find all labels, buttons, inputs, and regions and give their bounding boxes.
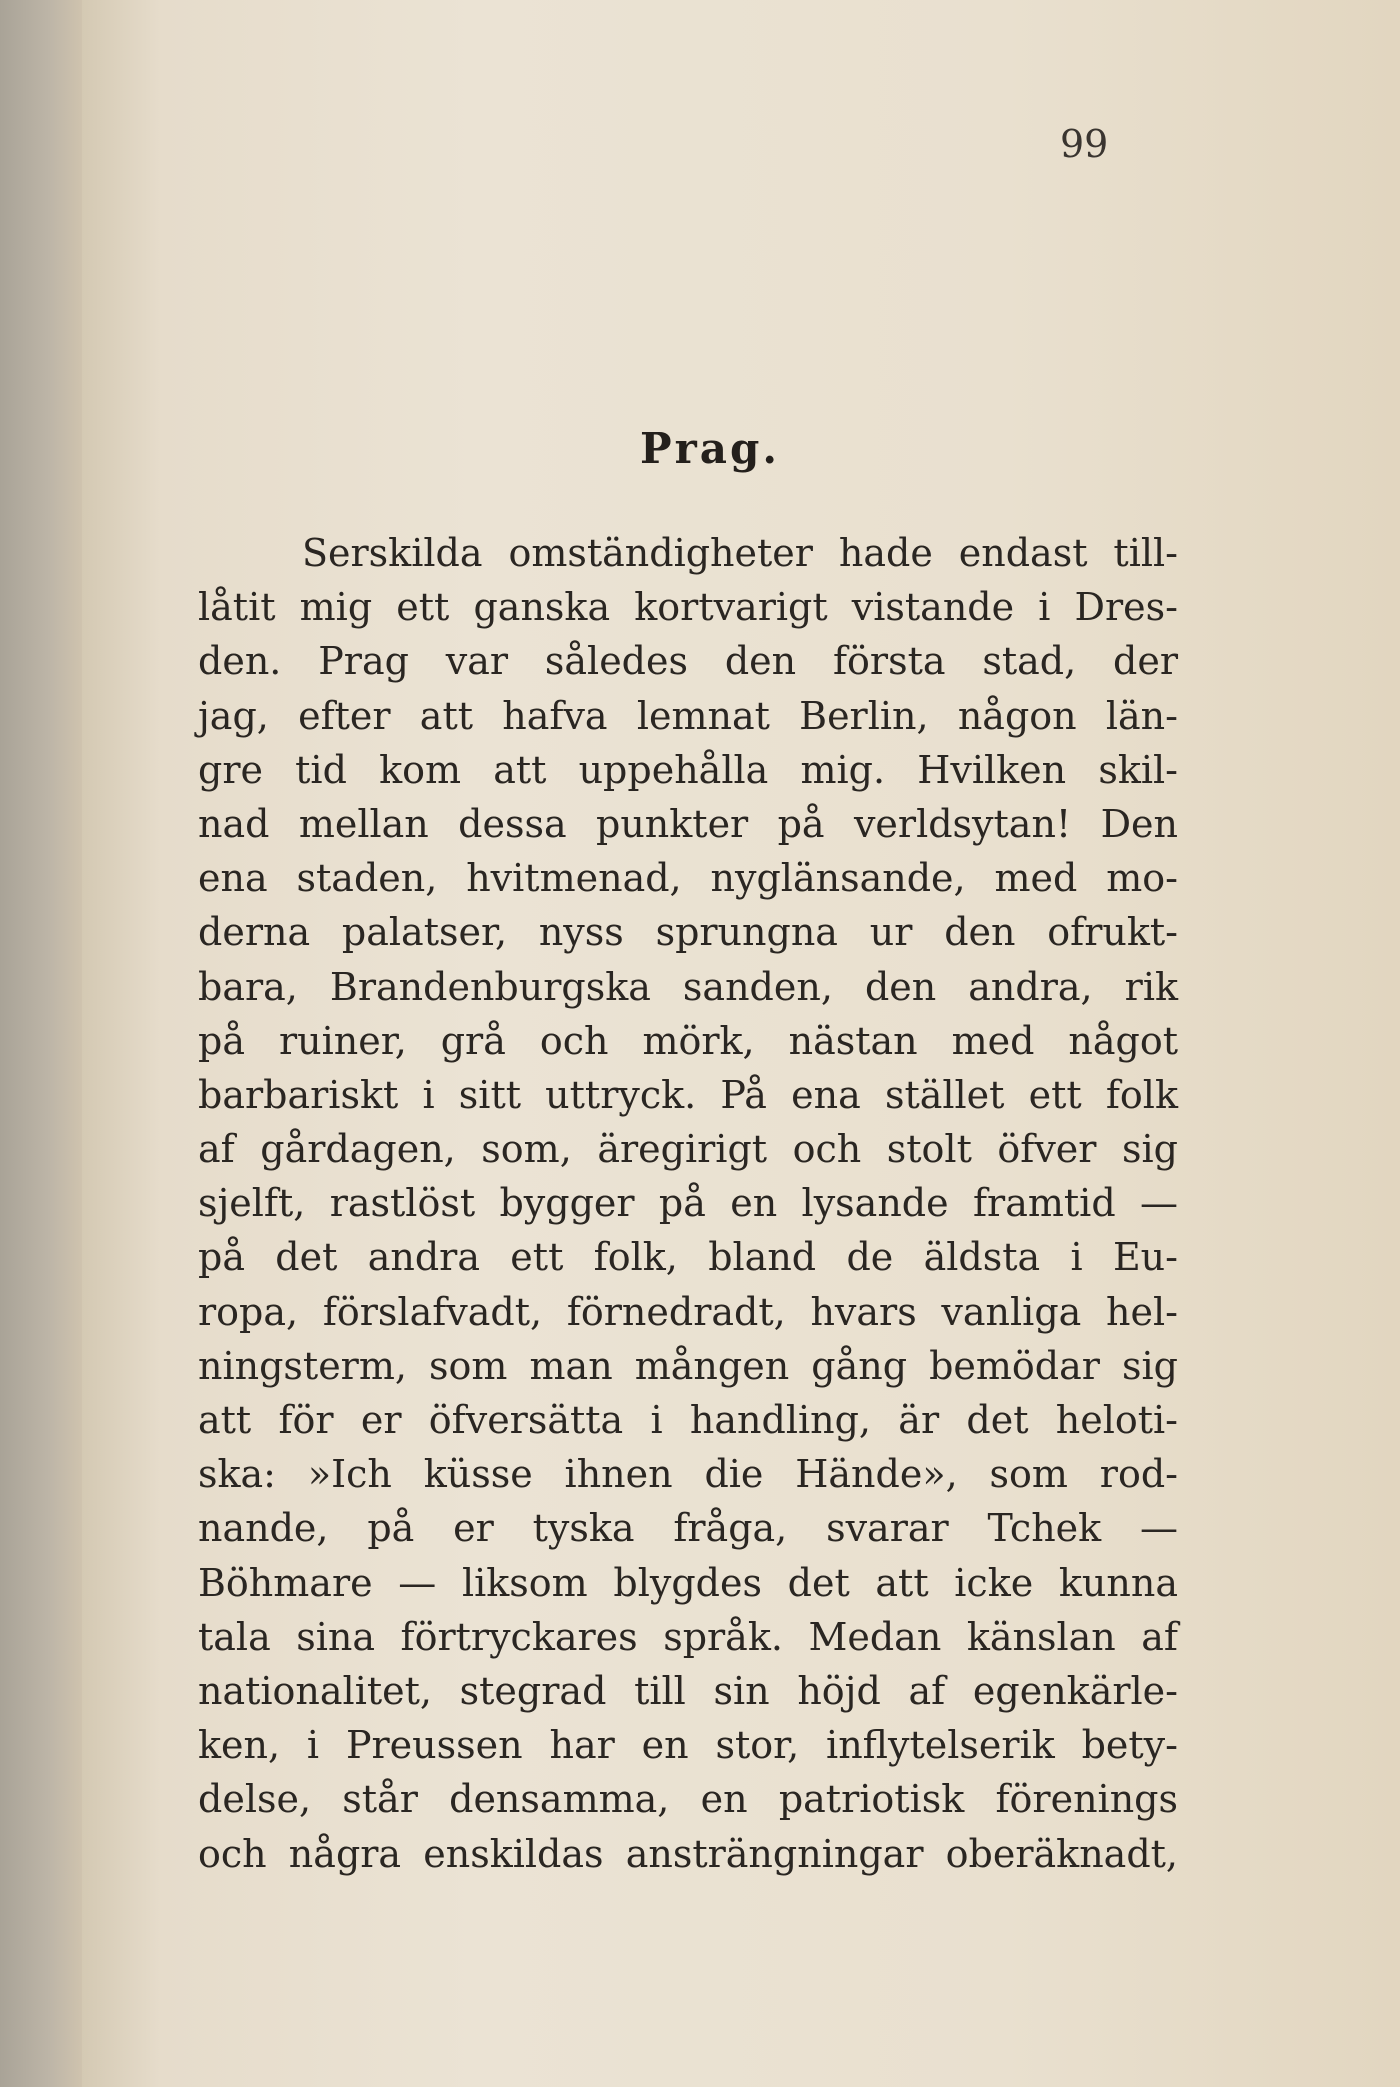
- text-line: ska: »Ich küsse ihnen die Hände», som rod-: [198, 1452, 1178, 1497]
- text-line: på det andra ett folk, bland de äldsta i Eu-: [198, 1235, 1178, 1280]
- book-binding-edge: [0, 0, 82, 2087]
- text-line: ena staden, hvitmenad, nyglänsande, med mo-: [198, 856, 1178, 901]
- text-line: nationalitet, stegrad till sin höjd af egenkärle-: [198, 1668, 1178, 1713]
- text-line: ningsterm, som man mången gång bemödar sig: [198, 1343, 1178, 1388]
- text-line: låtit mig ett ganska kortvarigt vistande i Dres-: [198, 585, 1178, 630]
- page-number: 99: [1060, 122, 1109, 166]
- text-line: bara, Brandenburgska sanden, den andra, rik: [198, 964, 1178, 1009]
- text-line: barbariskt i sitt uttryck. På ena stället ett folk: [198, 1072, 1178, 1117]
- text-line: ropa, förslafvadt, förnedradt, hvars vanliga hel-: [198, 1289, 1178, 1334]
- text-line: sjelft, rastlöst bygger på en lysande framtid —: [198, 1181, 1178, 1226]
- text-line: på ruiner, grå och mörk, nästan med något: [198, 1018, 1178, 1063]
- text-line: tala sina förtryckares språk. Medan känslan af: [198, 1614, 1178, 1659]
- text-line: att för er öfversätta i handling, är det heloti-: [198, 1398, 1178, 1442]
- text-line: derna palatser, nyss sprungna ur den ofrukt-: [198, 910, 1178, 955]
- text-line: ken, i Preussen har en stor, inflytelserik bety-: [198, 1723, 1178, 1768]
- text-line: nande, på er tyska fråga, svarar Tchek —: [198, 1506, 1178, 1551]
- chapter-heading: Prag.: [640, 424, 780, 473]
- text-line: gre tid kom att uppehålla mig. Hvilken skil-: [198, 747, 1178, 792]
- text-line: delse, står densamma, en patriotisk förenings: [198, 1777, 1178, 1822]
- body-text: [198, 526, 1178, 1881]
- text-line: jag, efter att hafva lemnat Berlin, någon län-: [198, 693, 1178, 738]
- text-line: Böhmare — liksom blygdes det att icke kunna: [198, 1560, 1178, 1605]
- text-line: af gårdagen, som, äregirigt och stolt öfver sig: [198, 1127, 1178, 1172]
- text-line: och några enskildas ansträngningar oberäknadt,: [198, 1831, 1178, 1876]
- text-line: den. Prag var således den första stad, der: [198, 639, 1178, 684]
- text-line: Serskilda omständigheter hade endast till-: [302, 531, 1178, 575]
- text-line: nad mellan dessa punkter på verldsytan! Den: [198, 801, 1178, 846]
